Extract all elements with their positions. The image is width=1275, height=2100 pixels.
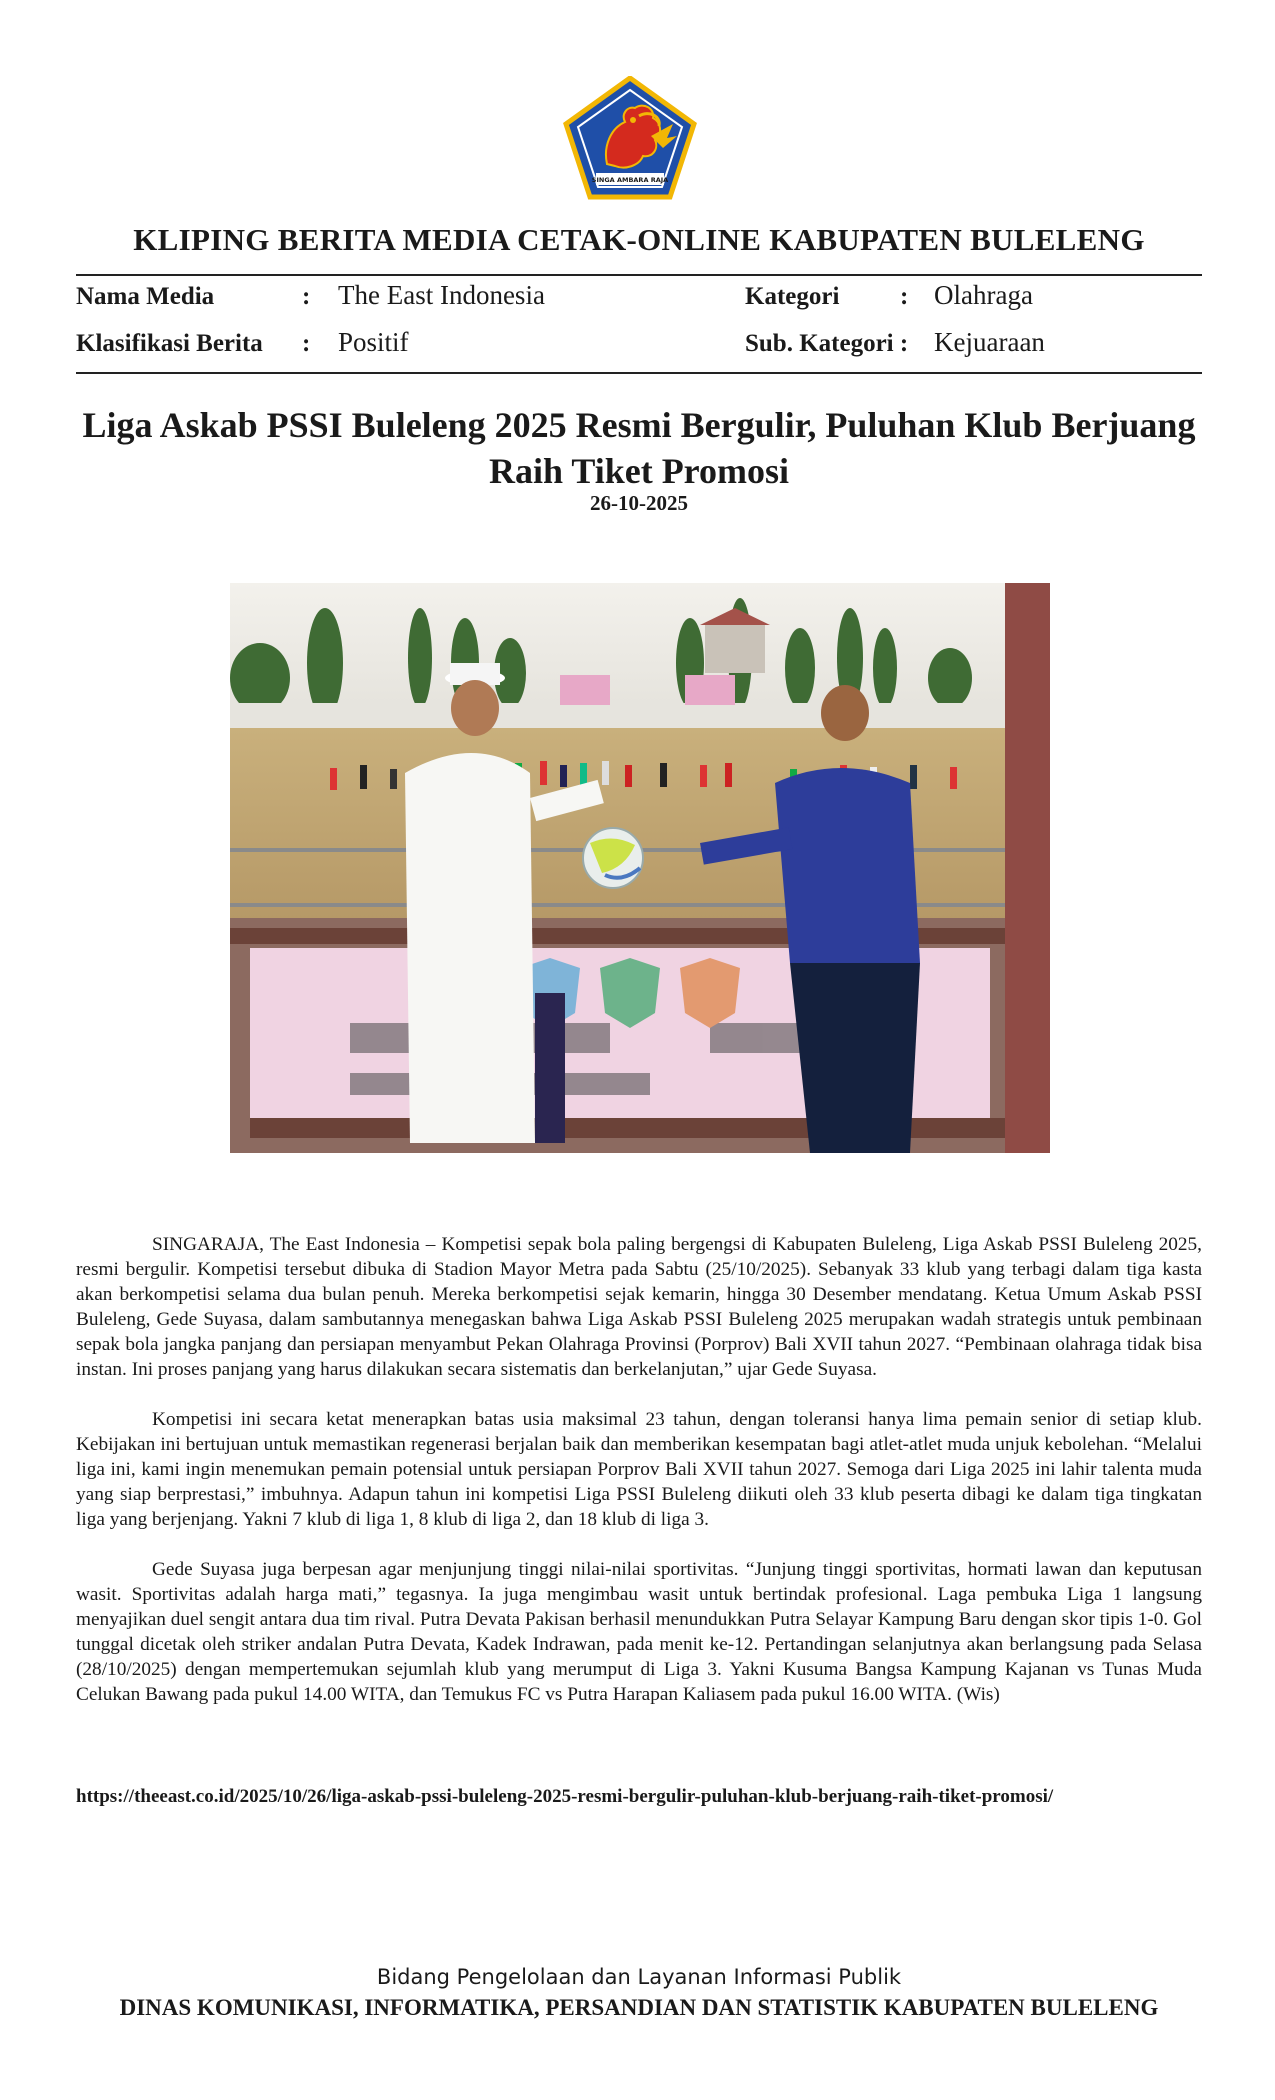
klasifikasi-colon: : [302, 330, 311, 357]
regency-logo [563, 76, 697, 200]
article-paragraph-1: SINGARAJA, The East Indonesia – Kompetisi sepak bola paling bergengsi di Kabupaten Buleleng, Liga Askab PSSI Buleleng 2025, resmi bergulir. Kompetisi tersebut dibuka di Stadion Mayor Metra pada Sabtu (25/10/2025). Sebanyak 33 klub yang terbagi dalam tiga kasta akan berkompetisi selama dua bulan penuh. Mereka berkompetisi sejak kemarin, hingga 30 Desember mendatang. Ketua Umum Askab PSSI Buleleng, Gede Suyasa, dalam sambutannya menegaskan bahwa Liga Askab PSSI Buleleng 2025 merupakan wadah strategis untuk pembinaan sepak bola jangka panjang dan persiapan menyambut Pekan Olahraga Provinsi (Porprov) Bali XVII tahun 2027. “Pembinaan olahraga tidak bisa instan. Ini proses panjang yang harus dilakukan secara sistematis dan berkelanjutan,” ujar Gede Suyasa. [76, 1234, 1202, 1380]
kategori-label: Kategori [745, 283, 840, 310]
subkategori-label: Sub. Kategori : [745, 330, 909, 357]
article-date: 26-10-2025 [590, 491, 688, 515]
logo-motto: SINGA AMBARA RAJA [591, 176, 669, 184]
kategori-value: Olahraga [934, 280, 1033, 310]
article-photo [230, 583, 1050, 1153]
clipping-title: KLIPING BERITA MEDIA CETAK-ONLINE KABUPATEN BULELENG [133, 222, 1145, 257]
header-rule-top [76, 274, 1202, 276]
source-link[interactable]: https://theeast.co.id/2025/10/26/liga-askab-pssi-buleleng-2025-resmi-bergulir-puluhan-klub-berjuang-raih-tiket-promosi/ [76, 1786, 1054, 1807]
footer-division: Bidang Pengelolaan dan Layanan Informasi Publik [376, 1965, 902, 1989]
article-body [76, 1232, 1202, 1732]
klasifikasi-label: Klasifikasi Berita [76, 330, 263, 357]
media-label: Nama Media [76, 283, 215, 310]
media-value: The East Indonesia [338, 280, 545, 310]
kategori-colon: : [900, 283, 909, 310]
media-colon: : [302, 283, 311, 310]
article-paragraph-2: Kompetisi ini secara ketat menerapkan batas usia maksimal 23 tahun, dengan toleransi hanya lima pemain senior di setiap klub. Kebijakan ini bertujuan untuk memastikan regenerasi berjalan baik dan memberikan kesempatan bagi atlet-atlet muda unjuk kebolehan. “Melalui liga ini, kami ingin menemukan pemain potensial untuk persiapan Porprov Bali XVII tahun 2027. Semoga dari Liga 2025 ini lahir talenta muda yang siap berprestasi,” imbuhnya. Adapun tahun ini kompetisi Liga PSSI Buleleng diikuti oleh 33 klub peserta dibagi ke dalam tiga tingkatan liga yang berjenjang. Yakni 7 klub di liga 1, 8 klub di liga 2, dan 18 klub di liga 3. [76, 1409, 1202, 1530]
klasifikasi-value: Positif [338, 327, 409, 357]
article-headline: Liga Askab PSSI Buleleng 2025 Resmi Bergulir, Puluhan Klub Berjuang Raih Tiket Promosi [82, 405, 1196, 491]
header-rule-bottom [76, 372, 1202, 374]
footer-agency: DINAS KOMUNIKASI, INFORMATIKA, PERSANDIAN DAN STATISTIK KABUPATEN BULELENG [119, 1995, 1159, 2020]
article-paragraph-3: Gede Suyasa juga berpesan agar menjunjung tinggi nilai-nilai sportivitas. “Junjung tinggi sportivitas, hormati lawan dan keputusan wasit. Sportivitas adalah harga mati,” tegasnya. Ia juga mengimbau wasit untuk bertindak profesional. Laga pembuka Liga 1 langsung menyajikan duel sengit antara dua tim rival. Putra Devata Pakisan berhasil menundukkan Putra Selayar Kampung Baru dengan skor tipis 1-0. Gol tunggal dicetak oleh striker andalan Putra Devata, Kadek Indrawan, pada menit ke-12. Pertandingan selanjutnya akan berlangsung pada Selasa (28/10/2025) dengan mempertemukan sejumlah klub yang merumput di Liga 3. Yakni Kusuma Bangsa Kampung Kajanan vs Tunas Muda Celukan Bawang pada pukul 14.00 WITA, dan Temukus FC vs Putra Harapan Kaliasem pada pukul 16.00 WITA. (Wis) [76, 1559, 1202, 1705]
subkategori-value: Kejuaraan [934, 327, 1045, 357]
